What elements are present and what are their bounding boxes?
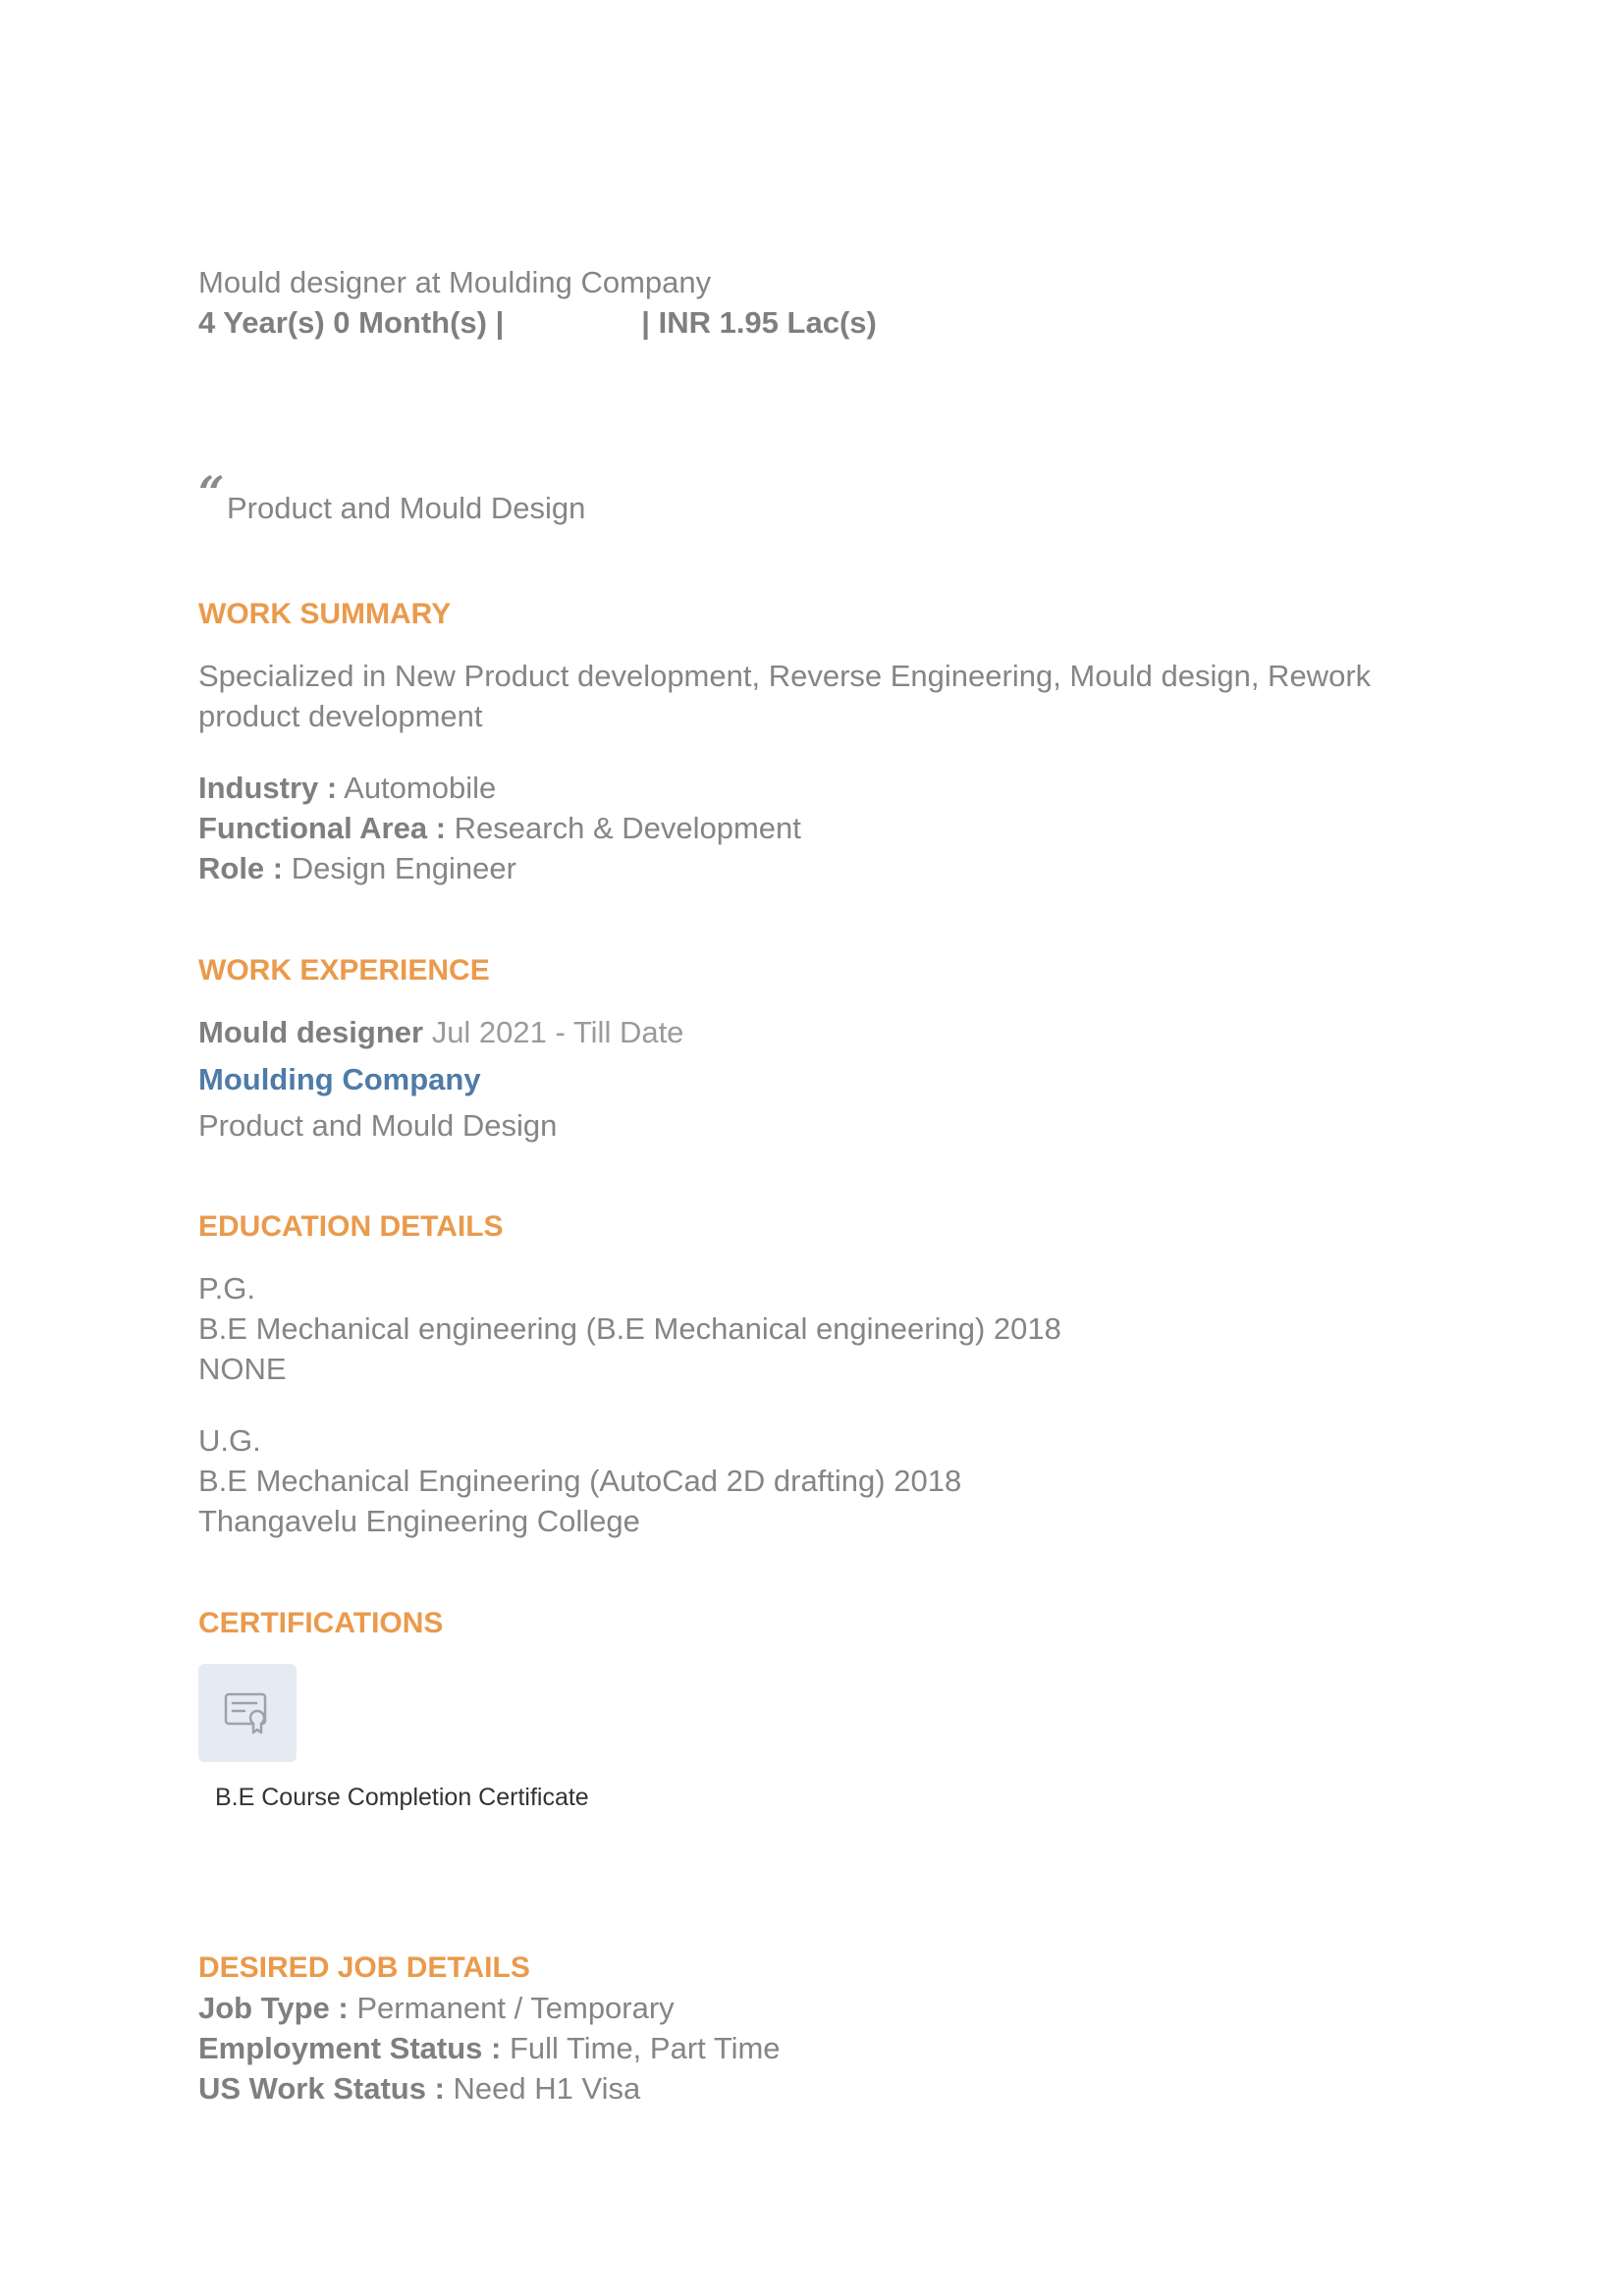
functional-area-label: Functional Area : bbox=[198, 811, 447, 845]
ug-institute: Thangavelu Engineering College bbox=[198, 1504, 640, 1538]
certificate-thumbnail[interactable] bbox=[198, 1664, 297, 1762]
job-dates: Jul 2021 - Till Date bbox=[423, 1015, 684, 1049]
salary: | INR 1.95 Lac(s) bbox=[641, 305, 877, 340]
quote-icon: “ bbox=[198, 466, 225, 519]
ug-degree: B.E Mechanical Engineering (AutoCad 2D drafting) 2018 bbox=[198, 1464, 962, 1498]
certificate-name: B.E Course Completion Certificate bbox=[215, 1784, 589, 1811]
job-type-label: Job Type : bbox=[198, 1991, 349, 2025]
role-value: Design Engineer bbox=[283, 851, 516, 885]
job-title-row bbox=[198, 1013, 683, 1052]
industry-row bbox=[198, 769, 496, 808]
education-heading: EDUCATION DETAILS bbox=[198, 1210, 504, 1243]
employment-status-row bbox=[198, 2029, 781, 2068]
functional-area-value: Research & Development bbox=[446, 811, 801, 845]
us-work-status-row bbox=[198, 2069, 640, 2109]
pg-institute: NONE bbox=[198, 1352, 287, 1386]
job-type-row bbox=[198, 1989, 675, 2028]
tagline: Product and Mould Design bbox=[227, 491, 586, 525]
us-work-status-value: Need H1 Visa bbox=[444, 2071, 641, 2106]
work-experience-heading: WORK EXPERIENCE bbox=[198, 954, 490, 987]
role-row bbox=[198, 849, 516, 888]
employment-status-label: Employment Status : bbox=[198, 2031, 502, 2065]
role-label: Role : bbox=[198, 851, 284, 885]
work-summary-line-2: product development bbox=[198, 699, 483, 733]
job-type-value: Permanent / Temporary bbox=[348, 1991, 675, 2025]
certifications-heading: CERTIFICATIONS bbox=[198, 1607, 444, 1639]
company-name: Moulding Company bbox=[198, 1062, 481, 1096]
industry-label: Industry : bbox=[198, 771, 338, 805]
ug-level: U.G. bbox=[198, 1423, 261, 1458]
us-work-status-label: US Work Status : bbox=[198, 2071, 445, 2106]
experience-salary-row bbox=[198, 303, 877, 343]
experience-duration: 4 Year(s) 0 Month(s) | bbox=[198, 305, 505, 340]
certificate-icon bbox=[223, 1688, 272, 1737]
pg-level: P.G. bbox=[198, 1271, 256, 1306]
work-summary-heading: WORK SUMMARY bbox=[198, 598, 452, 630]
desired-job-heading: DESIRED JOB DETAILS bbox=[198, 1951, 530, 1984]
industry-value: Automobile bbox=[337, 771, 497, 805]
pg-degree: B.E Mechanical engineering (B.E Mechanical engineering) 2018 bbox=[198, 1311, 1061, 1346]
employment-status-value: Full Time, Part Time bbox=[501, 2031, 781, 2065]
job-title: Mould designer bbox=[198, 1015, 424, 1049]
functional-area-row bbox=[198, 809, 801, 848]
job-description: Product and Mould Design bbox=[198, 1108, 558, 1143]
work-summary-line-1: Specialized in New Product development, Reverse Engineering, Mould design, Rework bbox=[198, 659, 1372, 693]
headline: Mould designer at Moulding Company bbox=[198, 265, 712, 299]
